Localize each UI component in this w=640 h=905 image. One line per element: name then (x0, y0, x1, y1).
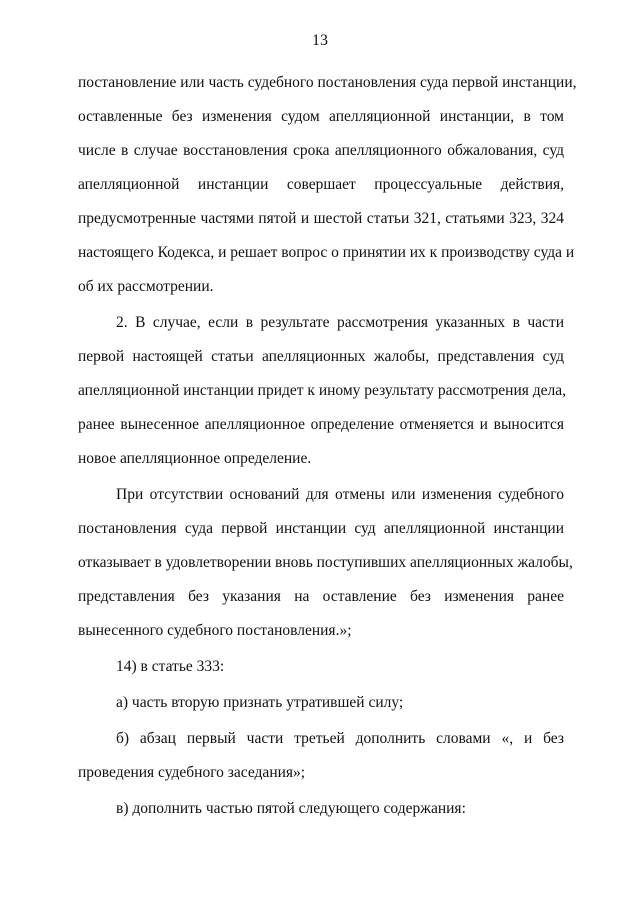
text-line: апелляционной инстанции совершает процессуальные действия, (78, 176, 564, 193)
page-number: 13 (312, 32, 328, 49)
text-line: в) дополнить частью пятой следующего содержания: (116, 800, 466, 817)
text-line: оставленные без изменения судом апелляционной инстанции, в том (78, 108, 564, 125)
text-line: постановление или часть судебного постановления суда первой инстанции, (78, 74, 577, 91)
text-line: При отсутствии оснований для отмены или изменения судебного (116, 486, 564, 503)
text-line: об их рассмотрении. (78, 278, 214, 295)
text-line: б) абзац первый части третьей дополнить словами «, и без (116, 730, 564, 747)
text-line: числе в случае восстановления срока апелляционного обжалования, суд (78, 142, 564, 159)
text-line: 2. В случае, если в результате рассмотрения указанных в части (116, 314, 564, 331)
text-line: настоящего Кодекса, и решает вопрос о принятии их к производству суда и (78, 244, 575, 261)
text-line: отказывает в удовлетворении вновь поступивших апелляционных жалобы, (78, 554, 573, 571)
text-line: ранее вынесенное апелляционное определение отменяется и выносится (78, 416, 564, 433)
text-line: вынесенного судебного постановления.»; (78, 622, 352, 639)
text-line: проведения судебного заседания»; (78, 764, 306, 781)
text-line: постановления суда первой инстанции суд апелляционной инстанции (78, 520, 564, 537)
text-line: предусмотренные частями пятой и шестой статьи 321, статьями 323, 324 (78, 210, 564, 227)
text-line: апелляционной инстанции придет к иному результату рассмотрения дела, (78, 382, 567, 399)
text-line: новое апелляционное определение. (78, 450, 312, 467)
text-line: представления без указания на оставление без изменения ранее (78, 588, 564, 605)
text-line: а) часть вторую признать утратившей силу; (116, 694, 404, 711)
text-line: первой настоящей статьи апелляционных жалобы, представления суд (78, 348, 564, 365)
text-line: 14) в статье 333: (116, 658, 225, 675)
